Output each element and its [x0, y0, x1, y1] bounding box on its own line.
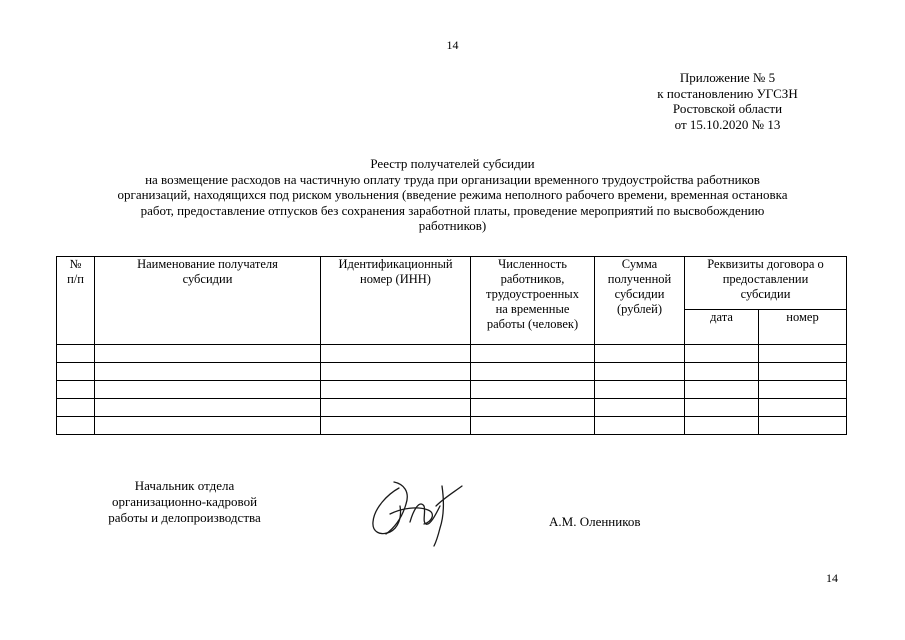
- table-row: [57, 381, 847, 399]
- title-line: работников): [418, 218, 487, 233]
- header-row: [57, 257, 847, 310]
- table-row: [57, 345, 847, 363]
- title-line: на возмещение расходов на частичную оплату труда при организации временного трудоустройства работников: [145, 171, 760, 187]
- title-line: организаций, находящихся под риском увольнения (введение режима неполного рабочего времени, временная остановка: [117, 187, 788, 202]
- table-row: [57, 417, 847, 435]
- title-line: Реестр получателей субсидии: [370, 156, 535, 171]
- header-num: № п/п: [57, 257, 95, 345]
- appendix-line: Приложение № 5: [679, 70, 776, 85]
- handwritten-signature: [366, 466, 476, 550]
- page-number-top: 14: [446, 38, 459, 52]
- table-row: [57, 399, 847, 417]
- document-title: [50, 156, 855, 234]
- page-number-bottom: 14: [826, 571, 838, 585]
- header-inn: Идентификационный номер (ИНН): [321, 257, 471, 345]
- header-recipient-name: Наименование получателя субсидии: [95, 257, 321, 345]
- appendix-line: от 15.10.2020 № 13: [674, 116, 781, 132]
- header-employee-count: Численность работников, трудоустроенных на временные работы (человек): [471, 257, 595, 345]
- registry-table: [56, 256, 847, 435]
- header-contract-details: Реквизиты договора о предоставлении субсидии: [685, 257, 847, 310]
- title-line: работ, предоставление отпусков без сохранения заработной платы, проведение мероприятий по высвобождению: [140, 202, 765, 218]
- header-contract-date: дата: [685, 310, 759, 345]
- header-subsidy-sum: Сумма полученной субсидии (рублей): [595, 257, 685, 345]
- appendix-line: к постановлению УГСЗН: [657, 85, 798, 101]
- table-row: [57, 363, 847, 381]
- signer-name: А.М. Оленников: [549, 514, 641, 529]
- appendix-header: [600, 70, 855, 132]
- signer-position: Начальник отдела организационно-кадровой работы и делопроизводства: [108, 478, 261, 525]
- header-contract-number: номер: [759, 310, 847, 345]
- appendix-line: Ростовской области: [672, 101, 783, 116]
